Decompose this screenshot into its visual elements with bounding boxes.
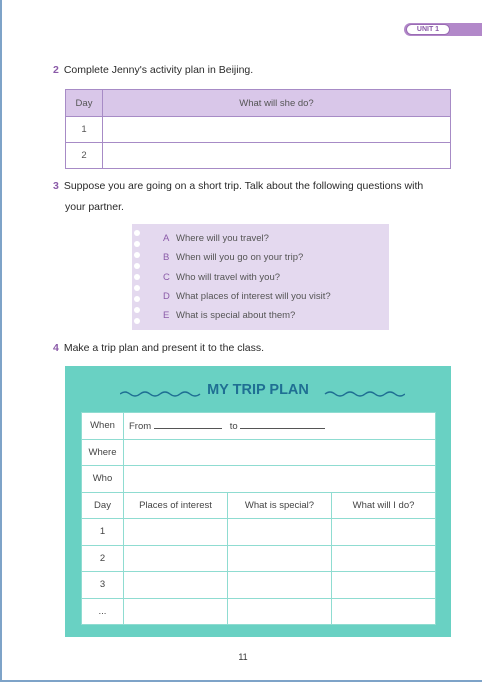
activity-plan-table — [65, 89, 451, 169]
to-blank[interactable] — [240, 420, 325, 429]
table-row — [82, 572, 436, 599]
question-3 — [53, 176, 423, 197]
do-cell[interactable] — [332, 545, 436, 572]
places-cell[interactable] — [124, 598, 228, 625]
who-row — [82, 466, 436, 493]
trip-plan-panel — [65, 366, 451, 637]
do-cell[interactable] — [332, 598, 436, 625]
to-label: to — [229, 420, 238, 432]
question-number: 2 — [53, 64, 59, 76]
trip-plan-title: MY TRIP PLAN — [207, 382, 309, 398]
day-cell: 2 — [82, 545, 124, 572]
day-cell: 1 — [66, 117, 103, 143]
table-row — [82, 519, 436, 546]
header-what-will-i-do: What will I do? — [332, 492, 436, 519]
question-text: Complete Jenny's activity plan in Beijing. — [63, 64, 254, 76]
unit-label: UNIT 1 — [406, 24, 450, 35]
special-cell[interactable] — [228, 572, 332, 599]
special-cell[interactable] — [228, 519, 332, 546]
list-item: E What is special about them? — [163, 310, 296, 321]
table-row — [66, 143, 451, 169]
special-cell[interactable] — [228, 598, 332, 625]
answer-cell[interactable] — [103, 143, 451, 169]
notebook-holes — [134, 230, 142, 326]
table-row — [82, 545, 436, 572]
day-cell: ... — [82, 598, 124, 625]
who-label: Who — [82, 466, 124, 493]
list-item: B When will you go on your trip? — [163, 252, 304, 263]
question-4 — [53, 338, 264, 359]
header-day: Day — [66, 90, 103, 117]
day-cell: 2 — [66, 143, 103, 169]
day-cell: 1 — [82, 519, 124, 546]
places-cell[interactable] — [124, 545, 228, 572]
day-cell: 3 — [82, 572, 124, 599]
wave-decoration-icon — [323, 390, 405, 398]
special-cell[interactable] — [228, 545, 332, 572]
header-places-of-interest: Places of interest — [124, 492, 228, 519]
table-row — [66, 117, 451, 143]
header-day: Day — [82, 492, 124, 519]
question-number: 4 — [53, 342, 59, 354]
do-cell[interactable] — [332, 519, 436, 546]
column-header-row — [82, 492, 436, 519]
trip-plan-table — [81, 412, 436, 625]
who-field[interactable] — [124, 466, 436, 493]
from-blank[interactable] — [154, 420, 222, 429]
header-what-will-she-do: What will she do? — [103, 90, 451, 117]
question-text: Suppose you are going on a short trip. Talk about the following questions with — [63, 180, 424, 192]
page-number: 11 — [238, 652, 248, 662]
question-number: 3 — [53, 180, 59, 192]
table-row — [82, 598, 436, 625]
table-header-row — [66, 90, 451, 117]
list-item: D What places of interest will you visit? — [163, 291, 331, 302]
places-cell[interactable] — [124, 519, 228, 546]
list-item: A Where will you travel? — [163, 233, 269, 244]
answer-cell[interactable] — [103, 117, 451, 143]
list-item: C Who will travel with you? — [163, 272, 281, 283]
header-what-is-special: What is special? — [228, 492, 332, 519]
places-cell[interactable] — [124, 572, 228, 599]
where-field[interactable] — [124, 439, 436, 466]
where-label: Where — [82, 439, 124, 466]
from-label: From — [129, 420, 152, 432]
when-row — [82, 413, 436, 440]
question-text: Make a trip plan and present it to the class. — [63, 342, 265, 354]
when-field[interactable] — [124, 413, 436, 440]
unit-badge — [404, 23, 482, 36]
discussion-questions-box — [132, 224, 389, 330]
where-row — [82, 439, 436, 466]
when-label: When — [82, 413, 124, 440]
do-cell[interactable] — [332, 572, 436, 599]
question-2 — [53, 60, 253, 81]
question-3-continued: your partner. — [65, 201, 124, 213]
